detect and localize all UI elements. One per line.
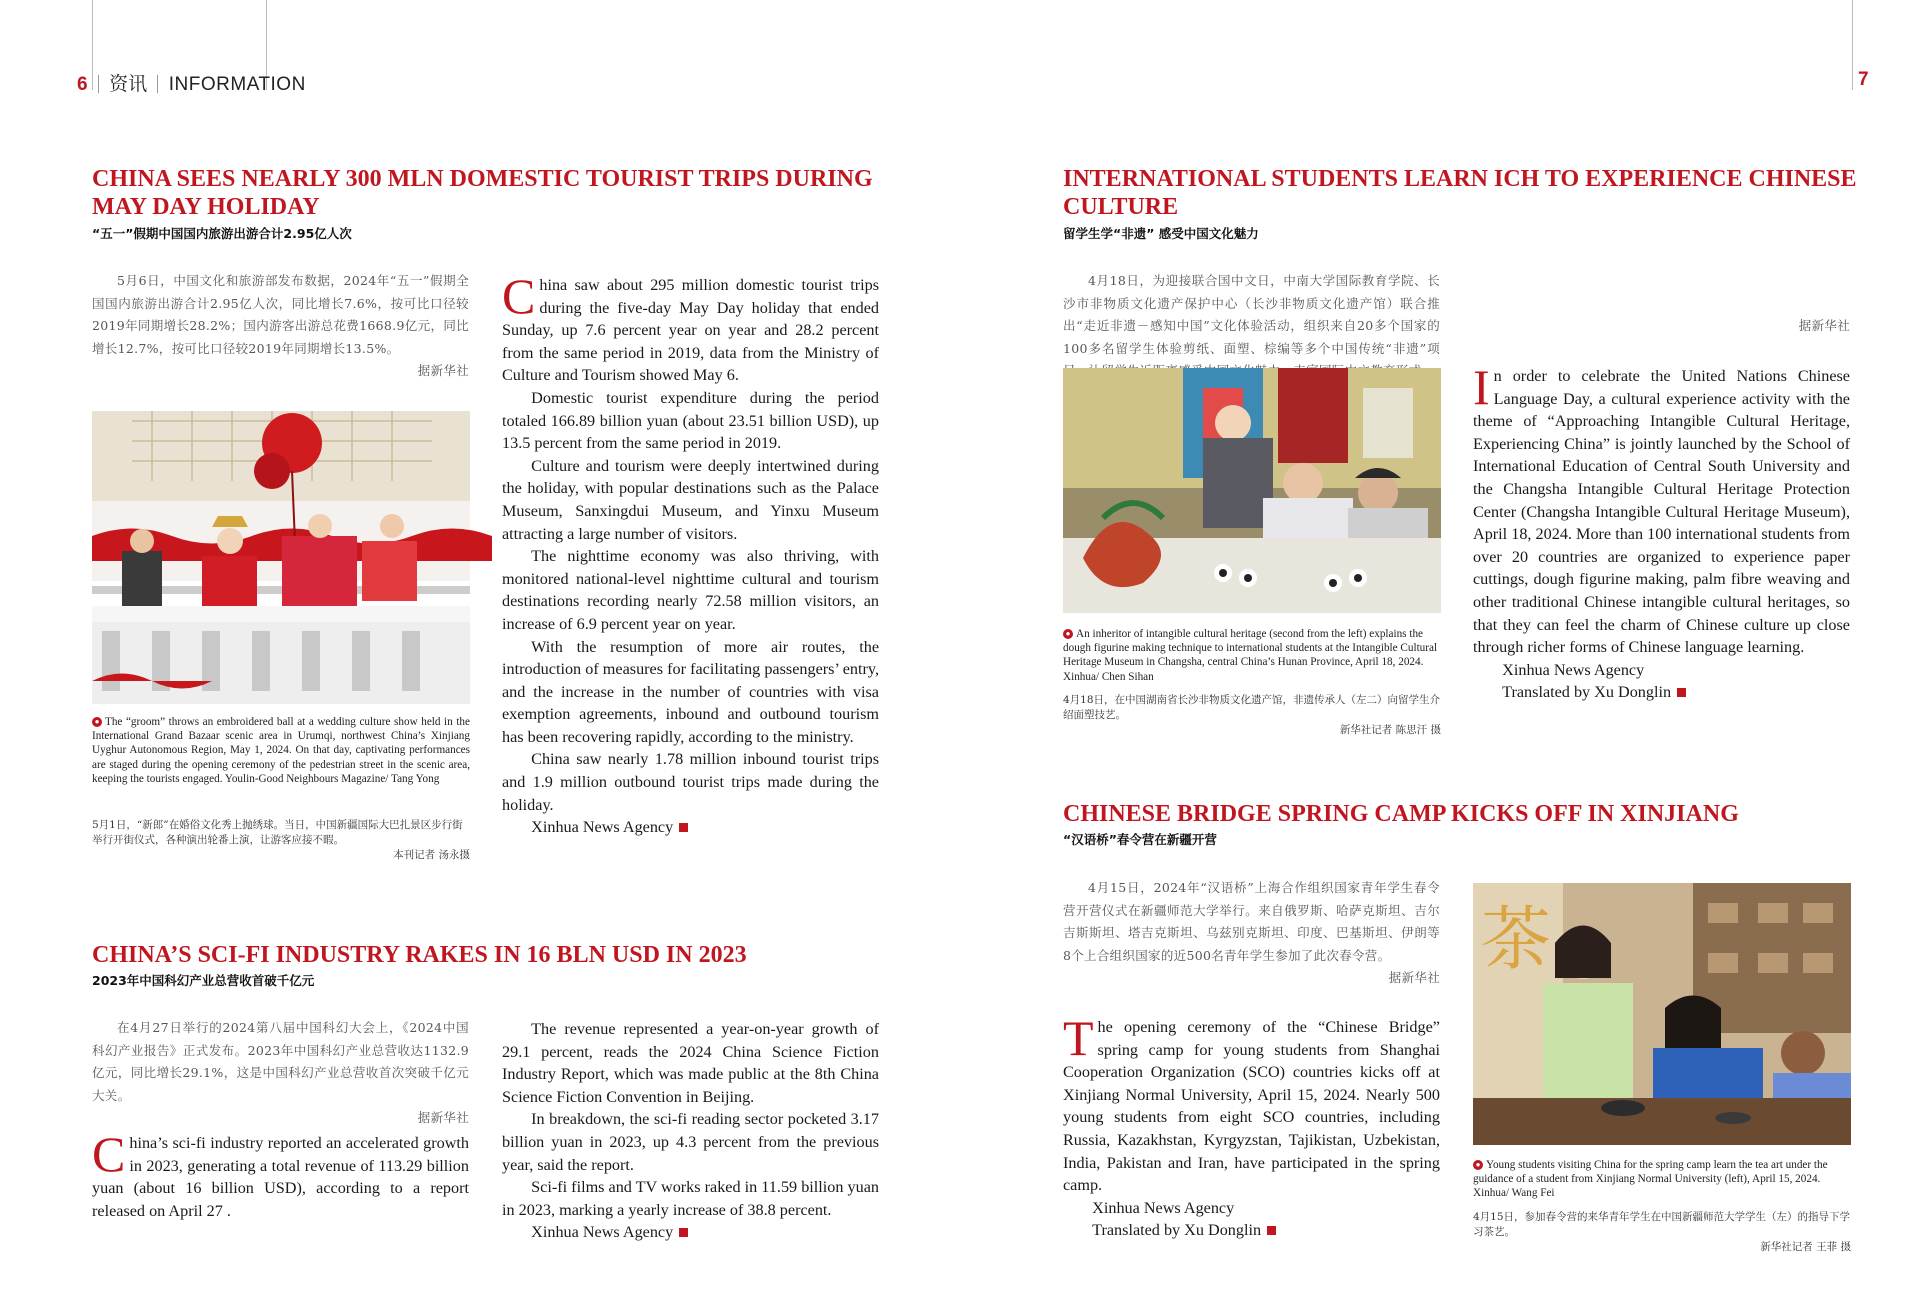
article3-title: INTERNATIONAL STUDENTS LEARN ICH TO EXPERIENCE CHINESE CULTURE: [1063, 166, 1857, 220]
article4-zh-text: 4月15日，2024年“汉语桥”上海合作组织国家青年学生春令营开营仪式在新疆师范大学举行。来自俄罗斯、哈萨克斯坦、吉尔吉斯斯坦、塔吉克斯坦、乌兹别克斯坦、印度、巴基斯坦、伊朗等8个上合组织国家的近500名青年学生参加了此次春令营。: [1063, 880, 1440, 963]
article3-en-p1: n order to celebrate the United Nations Chinese Language Day, a cultural experience activity with the theme of “Approaching Intangible Cultural Heritage, Experiencing China” is jointly launched by the School of International Education of Central South University and the Changsha Intangible Cultural Heritage Protection Center (Changsha Intangible Cultural Heritage Museum), April 18, 2024. More than 100 international students from over 20 countries are organized to experience paper cuttings, dough figurine making, palm fibre weaving and other traditional Chinese intangible cultural heritages, so that they can feel the charm of Chinese culture up close through richer forms of Chinese language learning.: [1473, 367, 1850, 657]
article3-caption-zh-text: 4月18日，在中国湖南省长沙非物质文化遗产馆，非遗传承人（左二）向留学生介绍面塑技艺。: [1063, 694, 1441, 721]
article1-caption-en-text: The “groom” throws an embroidered ball at a wedding culture show held in the International Grand Bazaar scenic area in Urumqi, northwest China’s Xinjiang Uyghur Autonomous Region, May 1, 2024. On that day, captivating performances are staged during the opening ceremony of the pedestrian street in the scenic area, keeping the tourists engaged. Youlin-Good Neighbours Magazine/ Tang Yong: [92, 716, 470, 785]
article1-subtitle: “五一”假期中国国内旅游出游合计2.95亿人次: [92, 226, 352, 241]
article3-zh-source: 据新华社: [1798, 318, 1850, 333]
article4-title: CHINESE BRIDGE SPRING CAMP KICKS OFF IN XINJIANG: [1063, 801, 1739, 827]
article3-zh-text: 4月18日，为迎接联合国中文日，中南大学国际教育学院、长沙市非物质文化遗产保护中心（长沙非物质文化遗产馆）联合推出“走近非遗－感知中国”文化体验活动，组织来自20多个国家的100多名留学生体验剪纸、面塑、棕编等多个中国传统“非遗”项: [1063, 273, 1440, 356]
article3-en-body: [1473, 359, 1850, 704]
article2-en-source: Xinhua News Agency: [531, 1223, 674, 1242]
article4-photo: [1473, 883, 1851, 1145]
page-header-left: [77, 69, 306, 96]
article4-caption-zh: [1473, 1210, 1851, 1255]
article4-caption-zh-source: 新华社记者 王菲 摄: [1760, 1241, 1851, 1253]
article1-photo: [92, 411, 470, 704]
article4-zh-source: 据新华社: [1388, 970, 1440, 985]
article2-subtitle: 2023年中国科幻产业总营收首破千亿元: [92, 973, 315, 988]
article3-caption-zh-source: 新华社记者 陈思汗 摄: [1339, 724, 1441, 736]
article1-zh-source: 据新华社: [417, 363, 469, 378]
page-number-right: 7: [1858, 69, 1869, 90]
article1-caption-zh-source: 本刊记者 汤永摄: [393, 849, 470, 861]
article2-en-p2: The revenue represented a year-on-year growth of 29.1 percent, reads the 2024 China Science Fiction Industry Report, which was made public at the 8th China Science Fiction Convention in Beijing.: [502, 1020, 879, 1106]
article1-en-p3: Culture and tourism were deeply intertwined during the holiday, with popular destinations such as the Palace Museum, Sanxingdui Museum, and Yinxu Museum attracting a large number of visitors.: [502, 456, 879, 543]
article3-en-source: Xinhua News Agency: [1502, 660, 1645, 679]
camera-icon: ●: [92, 717, 102, 727]
article1-en-p2: Domestic tourist expenditure during the period totaled 166.89 billion yuan (about 23.51 billion USD), up 13.5 percent from the same period in 2019.: [502, 388, 879, 453]
article2-title: CHINA’S SCI-FI INDUSTRY RAKES IN 16 BLN USD IN 2023: [92, 942, 747, 968]
article1-en-body: [502, 268, 879, 839]
article1-zh-body: [92, 270, 469, 383]
article1-en-p4: The nighttime economy was also thriving, with monitored national-level nighttime cultural and tourism destinations recording nearly 72.58 million visitors, an increase of 6.9 percent year on year.: [502, 547, 879, 633]
article4-drop-cap: T: [1063, 1010, 1094, 1066]
article1-caption-en: [92, 715, 470, 786]
article4-caption-zh-text: 4月15日，参加春令营的来华青年学生在中国新疆师范大学学生（左）的指导下学习茶艺。: [1473, 1211, 1851, 1238]
article2-zh-source: 据新华社: [417, 1110, 469, 1125]
article1-drop-cap: C: [502, 268, 536, 324]
article1-en-p5: With the resumption of more air routes, the introduction of measures for facilitating passengers’ entry, and the increase in the number of countries with visa exemption agreements, inbound and outbound tourism has been recovering rapidly, according to the ministry.: [502, 637, 879, 746]
article1-zh-text: 5月6日，中国文化和旅游部发布数据，2024年“五一”假期全国国内旅游出游合计2.95亿人次，同比增长7.6%，按可比口径较2019年同期增长28.2%；国内游客出游总花费1668.9亿元，同比增长12.7%，按可比口径较2019年同期增长13.5%。: [92, 273, 469, 356]
article3-en-translator: Translated by Xu Donglin: [1502, 683, 1672, 702]
end-mark-icon: [679, 823, 688, 832]
top-right-rule: [1852, 0, 1853, 90]
article2-en-p3: In breakdown, the sci-fi reading sector pocketed 3.17 billion yuan in 2023, up 4.3 percent from the previous year, said the report.: [502, 1110, 879, 1174]
article2-en-p4: Sci-fi films and TV works raked in 11.59 billion yuan in 2023, marking a yearly increase of 38.8 percent.: [502, 1178, 879, 1219]
article4-en-translator: Translated by Xu Donglin: [1092, 1221, 1262, 1240]
article1-caption-zh-text: 5月1日，“新郎”在婚俗文化秀上抛绣球。当日，中国新疆国际大巴扎景区步行街举行开街仪式，各种演出轮番上演，让游客应接不暇。: [92, 819, 463, 846]
article1-en-p6: China saw nearly 1.78 million inbound tourist trips and 1.9 million outbound tourist trips made during the holiday.: [502, 750, 879, 814]
article3-drop-cap: I: [1473, 359, 1490, 415]
article4-zh-body: [1063, 877, 1440, 990]
article1-en-p1: hina saw about 295 million domestic tourist trips during the five-day May Day holiday that ended Sunday, up 7.6 percent year on year and 28.2 percent from the same period in 2019, data from the Ministry of Culture and Tourism showed May 6.: [502, 276, 879, 385]
article4-subtitle: “汉语桥”春令营在新疆开营: [1063, 832, 1217, 847]
article3-caption-zh: [1063, 693, 1441, 738]
end-mark-icon: [679, 1228, 688, 1237]
page-number-left: 6: [77, 74, 88, 95]
article1-caption-zh: [92, 818, 470, 863]
article3-zh-source-block: [1473, 270, 1850, 338]
camera-icon: ●: [1473, 1160, 1483, 1170]
section-en: INFORMATION: [168, 74, 306, 95]
end-mark-icon: [1677, 688, 1686, 697]
article1-title: CHINA SEES NEARLY 300 MLN DOMESTIC TOURIST TRIPS DURING MAY DAY HOLIDAY: [92, 166, 873, 220]
end-mark-icon: [1267, 1226, 1276, 1235]
article4-caption-en: [1473, 1158, 1851, 1201]
article3-caption-en: [1063, 627, 1441, 684]
article3-photo: [1063, 368, 1441, 613]
article3-zh-body-col1: [1063, 270, 1440, 356]
article1-en-source: Xinhua News Agency: [531, 818, 674, 837]
svg-text:茶: 茶: [1481, 898, 1551, 980]
article4-en-source: Xinhua News Agency: [1092, 1198, 1235, 1217]
article4-caption-en-text: Young students visiting China for the spring camp learn the tea art under the guidance of a student from Xinjiang Normal University (left), April 15, 2024. Xinhua/ Wang Fei: [1473, 1159, 1828, 1200]
article2-en-body-col2: [502, 1018, 879, 1244]
page-header-right: [1858, 69, 1869, 91]
article2-zh-text: 在4月27日举行的2024第八届中国科幻大会上，《2024中国科幻产业报告》正式发布。2023年中国科幻产业总营收达1132.9亿元，同比增长29.1%，这是中国科幻产业总营收首次突破千亿元大关。: [92, 1020, 469, 1103]
camera-icon: ●: [1063, 629, 1073, 639]
article4-en-body: [1063, 1010, 1440, 1242]
section-zh: 资讯: [109, 74, 148, 95]
article2-en-p1: hina’s sci-fi industry reported an accelerated growth in 2023, generating a total revenue of 113.29 billion yuan (about 16 billion USD), according to a report released on April 27 .: [92, 1134, 469, 1220]
article3-caption-en-text: An inheritor of intangible cultural heritage (second from the left) explains the dough figurine making technique to international students at the Intangible Cultural Heritage Museum in Changsha, central China’s Hunan Province, April 18, 2024. Xinhua/ Chen Sihan: [1063, 628, 1438, 683]
article2-en-body-col1: [92, 1126, 469, 1222]
article4-en-p1: he opening ceremony of the “Chinese Bridge” spring camp for young students from Shanghai Cooperation Organization (SCO) countries kicks off at Xinjiang Normal University, April 15, 2024. Nearly 500 young students from eight SCO countries, including Russia, Kazakhstan, Kyrgyzstan, Tajikistan, Uzbekistan, India, Pakistan and Iran, have participated in the spring camp.: [1063, 1018, 1440, 1195]
article3-subtitle: 留学生学“非遗” 感受中国文化魅力: [1063, 226, 1259, 241]
article2-drop-cap: C: [92, 1126, 126, 1182]
article2-zh-body: [92, 1017, 469, 1130]
